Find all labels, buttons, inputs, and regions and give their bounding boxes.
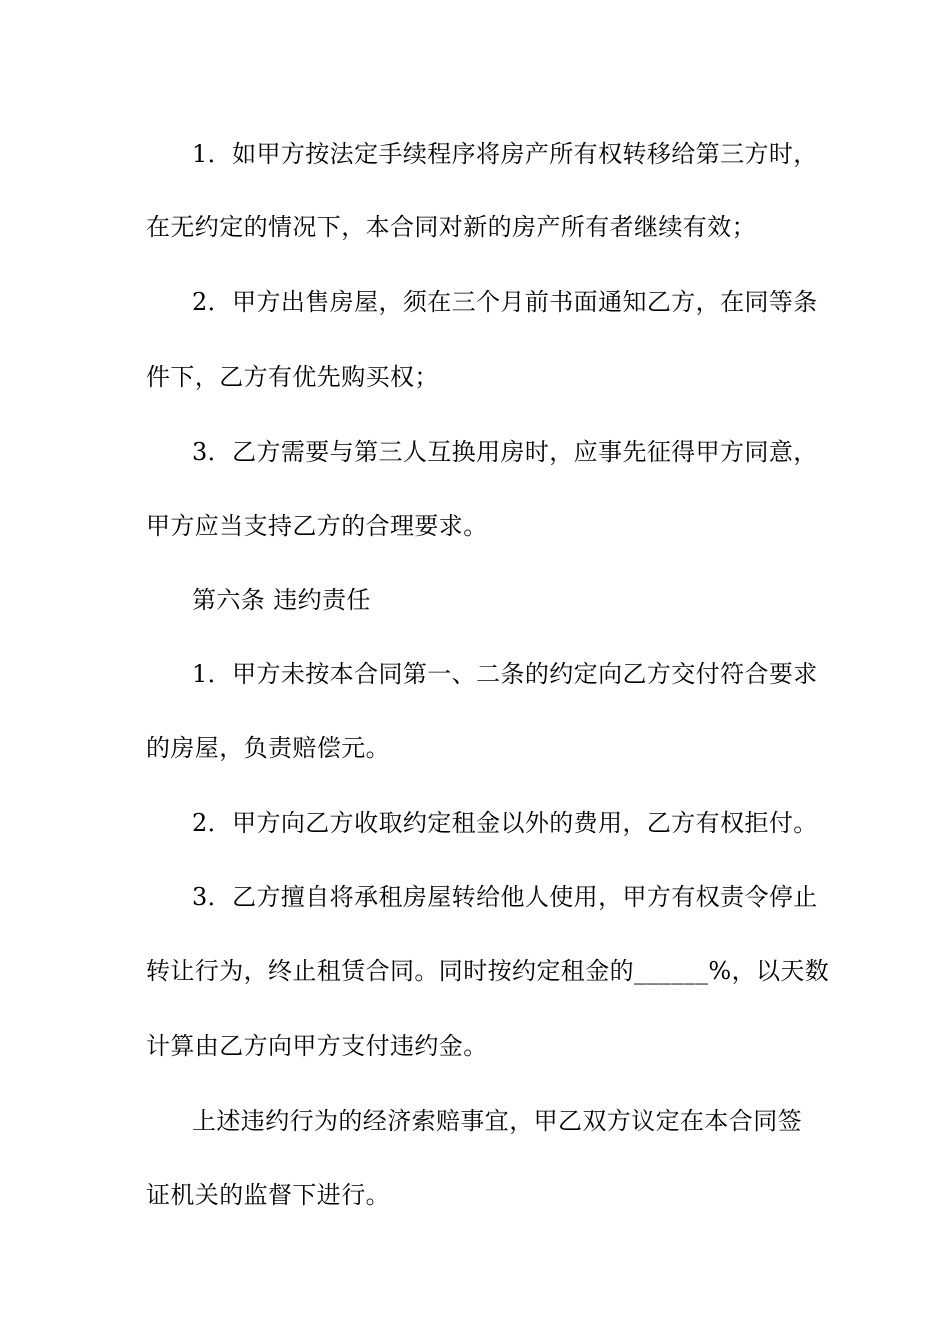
article-6-heading: 第六条 违约责任 — [192, 586, 371, 614]
clause-5-item-3-line-2: 甲方应当支持乙方的合理要求。 — [146, 512, 488, 540]
clause-5-item-1-line-1: 1．如甲方按法定手续程序将房产所有权转移给第三方时， — [192, 140, 818, 168]
clause-6-item-3-line-3: 计算由乙方向甲方支付违约金。 — [146, 1032, 488, 1060]
clause-5-item-3-line-1: 3．乙方需要与第三人互换用房时，应事先征得甲方同意， — [192, 438, 818, 466]
clause-6-closing-line-2: 证机关的监督下进行。 — [146, 1181, 390, 1209]
clause-5-item-2-line-1: 2．甲方出售房屋，须在三个月前书面通知乙方，在同等条 — [192, 288, 818, 316]
clause-5-item-2-line-2: 件下，乙方有优先购买权； — [146, 363, 439, 391]
clause-6-item-2-line-1: 2．甲方向乙方收取约定租金以外的费用，乙方有权拒付。 — [192, 809, 818, 837]
clause-6-closing-line-1: 上述违约行为的经济索赔事宜，甲乙双方议定在本合同签 — [192, 1107, 802, 1135]
clause-6-item-1-line-1: 1．甲方未按本合同第一、二条的约定向乙方交付符合要求 — [192, 660, 818, 688]
clause-5-item-1-line-2: 在无约定的情况下，本合同对新的房产所有者继续有效； — [146, 213, 756, 241]
clause-6-item-1-line-2: 的房屋，负责赔偿元。 — [146, 734, 390, 762]
clause-6-item-3-line-1: 3．乙方擅自将承租房屋转给他人使用，甲方有权责令停止 — [192, 883, 818, 911]
clause-6-item-3-line-2: 转让行为，终止租赁合同。同时按约定租金的______%，以天数 — [146, 957, 830, 985]
